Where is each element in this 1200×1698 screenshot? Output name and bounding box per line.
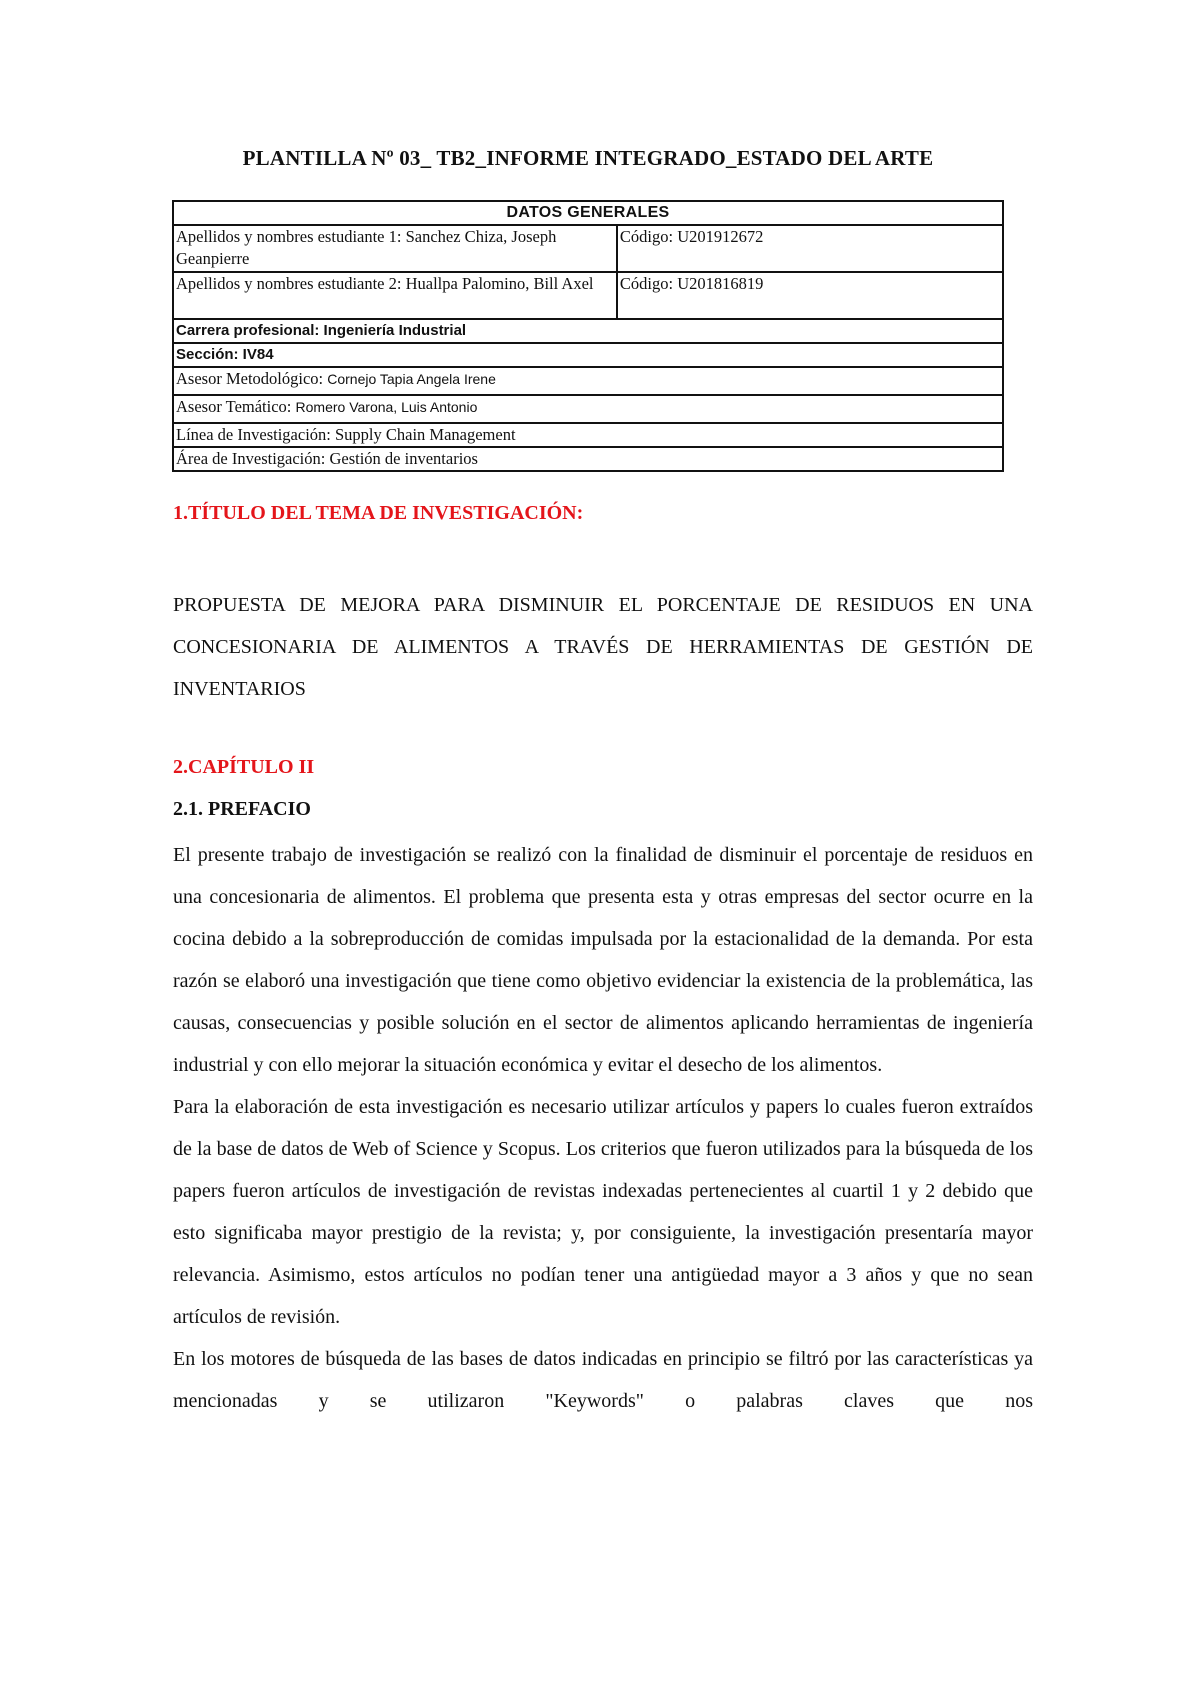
student2-name-cell: Apellidos y nombres estudiante 2: Huallpa Palomino, Bill Axel: [173, 272, 617, 319]
research-area-cell: Área de Investigación: Gestión de inventarios: [173, 447, 1003, 471]
table-row: [173, 319, 1003, 343]
preface-paragraph-3: En los motores de búsqueda de las bases de datos indicadas en principio se filtró por las características ya mencionadas y se utilizaron "Keywords" o palabras claves que nos: [173, 1348, 1033, 1412]
section2-heading: 2.CAPÍTULO II: [173, 756, 315, 778]
table-row: [173, 423, 1003, 447]
thematic-advisor-cell: [173, 395, 1003, 423]
document-title: PLANTILLA Nº 03_ TB2_INFORME INTEGRADO_ESTADO DEL ARTE: [242, 146, 934, 170]
table-row: [173, 343, 1003, 367]
section-cell: Sección: IV84: [173, 343, 1003, 367]
preface-body: [173, 834, 1033, 1422]
section1-heading: 1.TÍTULO DEL TEMA DE INVESTIGACIÓN:: [173, 502, 584, 524]
methodological-advisor-label: Asesor Metodológico:: [176, 369, 324, 388]
table-row: [173, 272, 1003, 319]
methodological-advisor-name: Cornejo Tapia Angela Irene: [327, 371, 496, 387]
general-data-header: DATOS GENERALES: [173, 201, 1003, 225]
preface-heading: 2.1. PREFACIO: [173, 798, 311, 820]
table-row: [173, 447, 1003, 471]
student2-code-cell: Código: U201816819: [617, 272, 1003, 319]
table-row: [173, 395, 1003, 423]
methodological-advisor-cell: [173, 367, 1003, 395]
table-row: [173, 225, 1003, 272]
career-cell: Carrera profesional: Ingeniería Industrial: [173, 319, 1003, 343]
thematic-advisor-name: Romero Varona, Luis Antonio: [295, 399, 478, 415]
student1-code-cell: Código: U201912672: [617, 225, 1003, 272]
student1-name-cell: Apellidos y nombres estudiante 1: Sanchez Chiza, Joseph Geanpierre: [173, 225, 617, 272]
research-title: PROPUESTA DE MEJORA PARA DISMINUIR EL PORCENTAJE DE RESIDUOS EN UNA CONCESIONARIA DE ALIMENTOS A TRAVÉS DE HERRAMIENTAS DE GESTIÓN DE INVENTARIOS: [173, 594, 1033, 700]
general-data-table: [172, 200, 1004, 472]
table-row: [173, 367, 1003, 395]
research-line-cell: Línea de Investigación: Supply Chain Management: [173, 423, 1003, 447]
table-header-row: [173, 201, 1003, 225]
preface-paragraph-2: Para la elaboración de esta investigación es necesario utilizar artículos y papers lo cuales fueron extraídos de la base de datos de Web of Science y Scopus. Los criterios que fueron utilizados para la búsqueda de los papers fueron artículos de investigación de revistas indexadas pertenecientes al cuartil 1 y 2 debido que esto significaba mayor prestigio de la revista; y, por consiguiente, la investigación presentaría mayor relevancia. Asimismo, estos artículos no podían tener una antigüedad mayor a 3 años y que no sean artículos de revisión.: [173, 1096, 1033, 1328]
preface-paragraph-1: El presente trabajo de investigación se realizó con la finalidad de disminuir el porcentaje de residuos en una concesionaria de alimentos. El problema que presenta esta y otras empresas del sector ocurre en la cocina debido a la sobreproducción de comidas impulsada por la estacionalidad de la demanda. Por esta razón se elaboró una investigación que tiene como objetivo evidenciar la existencia de la problemática, las causas, consecuencias y posible solución en el sector de alimentos aplicando herramientas de ingeniería industrial y con ello mejorar la situación económica y evitar el desecho de los alimentos.: [173, 844, 1033, 1076]
thematic-advisor-label: Asesor Temático:: [176, 397, 292, 416]
